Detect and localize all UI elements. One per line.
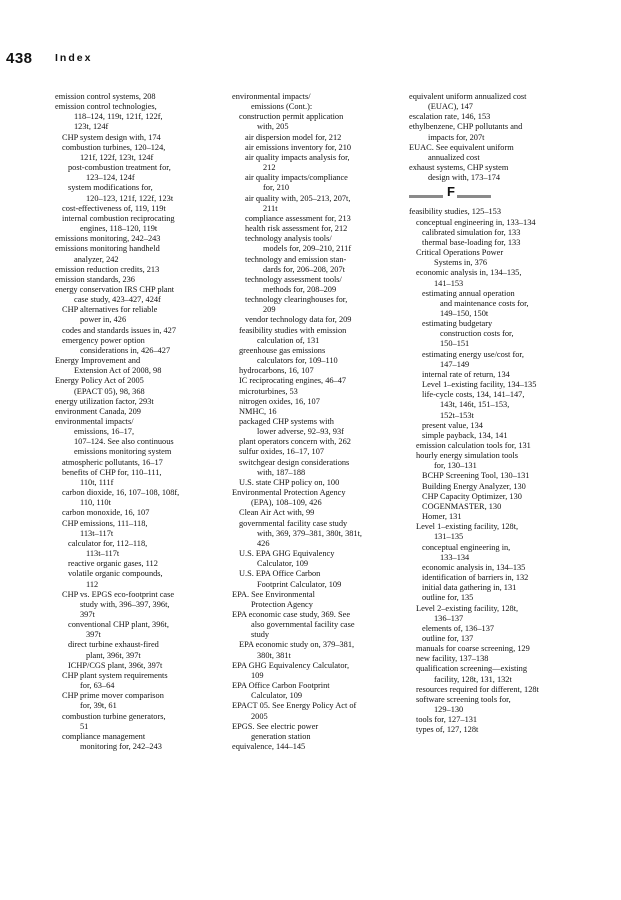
index-entry: 107–124. See also continuous [74,437,174,447]
index-entry: lower adverse, 92–93, 93f [257,427,344,437]
index-entry: Calculator, 109 [257,559,309,569]
section-rule-left [409,195,443,198]
index-entry: 141–153 [434,278,464,288]
index-entry: internal rate of return, 134 [422,369,510,379]
index-entry: 136–137 [434,613,464,623]
index-entry: calculator for, 112–118, [68,538,148,548]
index-entry: Protection Agency [251,599,313,609]
page-number: 438 [6,50,33,67]
index-entry: methods for, 208–209 [263,284,337,294]
index-entry: Critical Operations Power [416,248,504,258]
index-entry: 143t, 146t, 151–153, [440,400,510,410]
page-header [0,0,621,70]
index-entry: carbon monoxide, 16, 107 [62,508,150,518]
index-entry: NMHC, 16 [239,406,277,416]
index-entry: CHP Capacity Optimizer, 130 [422,491,522,501]
index-entry: feasibility studies, 125–153 [409,207,502,217]
index-entry: ICHP/CGS plant, 396t, 397t [68,660,163,670]
index-entry: ethylbenzene, CHP pollutants and [409,122,523,132]
index-entry: with, 187–188 [257,467,306,477]
index-entry: 51 [80,721,89,731]
index-entry: 131–135 [434,532,464,542]
index-entry: greenhouse gas emissions [239,345,326,355]
index-entry: 113t–117t [80,528,114,538]
index-entry: 110, 110t [80,498,111,508]
index-entry: identification of barriers in, 132 [422,573,529,583]
index-entry: power in, 426 [80,315,127,325]
section-letter: F [447,184,455,200]
index-entry: COGENMASTER, 130 [422,501,502,511]
index-entry: plant operators concern with, 262 [239,437,351,447]
index-entry: emissions, 16–17, [74,427,135,437]
index-entry: initial data gathering in, 131 [422,583,517,593]
index-entry: environment Canada, 209 [55,406,141,416]
index-entry: technology assessment tools/ [245,274,342,284]
index-entry: EPA. See Environmental [232,589,315,599]
index-entry: engines, 118–120, 119t [80,224,158,234]
index-entry: energy utilization factor, 293t [55,396,154,406]
index-entry: microturbines, 53 [239,386,298,396]
index-entry: 152t–153t [440,410,474,420]
index-entry: emissions monitoring handheld [55,244,160,254]
section-rule-right [457,195,491,198]
index-entry: 123–124, 124f [86,173,135,183]
index-entry: calibrated simulation for, 133 [422,227,521,237]
index-entry: CHP vs. EPGS eco-footprint case [62,589,175,599]
index-entry: internal combustion reciprocating [62,213,175,223]
index-entry: packaged CHP systems with [239,417,334,426]
index-entry: qualification screening—existing [416,664,527,674]
index-entry: elements of, 136–137 [422,623,495,633]
index-entry: EPA economic study on, 379–381, [239,640,355,650]
index-entry: nitrogen oxides, 16, 107 [239,396,320,406]
index-entry: reactive organic gases, 112 [68,559,158,569]
index-entry: life-cycle costs, 134, 141–147, [422,390,525,400]
index-entry: 112 [86,579,99,589]
index-entry: 2005 [251,711,268,721]
index-entry: generation station [251,731,311,741]
index-entry: Building Energy Analyzer, 130 [422,481,526,491]
index-entry: impacts for, 207t [428,132,485,142]
index-entry: 150–151 [440,339,470,349]
index-entry: volatile organic compounds, [68,569,163,579]
index-entry: construction costs for, [440,329,514,339]
index-entry: types of, 127, 128t [416,725,479,735]
index-entry: air quality impacts/compliance [245,173,348,183]
index-entry: models for, 209–210, 211f [263,244,352,254]
index-entry: system modifications for, [68,183,153,193]
index-entry: 110t, 111f [80,477,114,487]
index-entry: EPGS. See electric power [232,721,319,731]
index-entry: hydrocarbons, 16, 107 [239,366,314,376]
index-entry: with, 369, 379–381, 380t, 381t, [257,528,362,538]
index-entry: EPA GHG Equivalency Calculator, [232,660,350,670]
index-entry: technology clearinghouses for, [245,295,348,305]
index-column-1 [55,92,233,752]
index-entry: switchgear design considerations [239,457,350,467]
index-entry: hourly energy simulation tools [416,451,519,461]
index-entry: technology analysis tools/ [245,234,332,244]
index-entry: Systems in, 376 [434,258,488,268]
index-entry: Clean Air Act with, 99 [239,508,315,518]
index-entry: atmospheric pollutants, 16–17 [62,457,163,467]
index-entry: calculation of, 131 [257,335,320,345]
index-entry: equivalence, 144–145 [232,742,306,751]
index-entry: also governmental facility case [251,620,355,630]
index-entry: benefits of CHP for, 110–111, [62,467,162,477]
index-entry: combustion turbine generators, [62,711,166,721]
index-entry: cost-effectiveness of, 119, 119t [62,203,166,213]
index-entry: 212 [263,163,276,173]
index-entry: U.S. EPA GHG Equivalency [239,549,335,559]
index-entry: 380t, 381t [257,650,291,660]
section-heading [409,184,587,203]
index-entry: Level 1–existing facility, 128t, [416,522,519,532]
index-entry: study [251,630,270,640]
index-entry: outline for, 137 [422,633,474,643]
index-entry: U.S. EPA Office Carbon [239,569,321,579]
index-entry: simple payback, 134, 141 [422,430,508,440]
index-entry: thermal base-loading for, 133 [422,237,521,247]
index-entry: 129–130 [434,705,464,715]
index-entry: Calculator, 109 [251,691,303,701]
index-entry: 426 [257,538,270,548]
index-entry: economic analysis in, 134–135 [422,562,526,572]
index-entry: air quality with, 205–213, 207t, [245,193,351,203]
index-entry: 147–149 [440,359,470,369]
index-entry: environmental impacts/ [232,92,311,101]
index-entry: direct turbine exhaust-fired [68,640,159,650]
index-entry: 118–124, 119t, 121f, 122f, [74,112,163,122]
index-entry: estimating energy use/cost for, [422,349,524,359]
index-entry: EUAC. See equivalent uniform [409,142,514,152]
index-entry: emergency power option [62,335,145,345]
index-entry: present value, 134 [422,420,483,430]
index-entry: annualized cost [428,152,480,162]
index-entry: emission calculation tools for, 131 [416,441,531,450]
index-entry: emissions (Cont.): [251,102,313,112]
index-entry: emission control technologies, [55,102,157,112]
index-entry: conceptual engineering in, [422,542,511,552]
index-entry: case study, 423–427, 424f [74,295,161,305]
index-entry: outline for, 135 [422,593,474,603]
index-entry: 121f, 122f, 123t, 124f [80,152,154,162]
index-entry: emissions monitoring, 242–243 [55,234,161,244]
index-entry: codes and standards issues in, 427 [62,325,177,335]
index-entry: 397t [86,630,101,640]
index-entry: monitoring for, 242–243 [80,742,162,751]
index-entry: (EPA), 108–109, 426 [251,498,322,508]
index-entry: compliance management [62,731,146,741]
index-entry: air quality impacts analysis for, [245,152,350,162]
running-head: Index [55,52,93,64]
index-entry: post-combustion treatment for, [68,163,171,173]
index-entry: 149–150, 150t [440,308,489,318]
index-entry: manuals for coarse screening, 129 [416,644,530,654]
index-entry: 209 [263,305,276,315]
index-entry: energy conservation IRS CHP plant [55,284,175,294]
index-entry: 397t [80,609,95,619]
index-entry: vendor technology data for, 209 [245,315,352,325]
index-entry: compliance assessment for, 213 [245,213,351,223]
index-entry: for, 39t, 61 [80,701,117,711]
index-entry: CHP emissions, 111–118, [62,518,148,528]
index-entry: new facility, 137–138 [416,654,489,664]
index-entry: Energy Policy Act of 2005 [55,376,144,386]
index-entry: governmental facility case study [239,518,348,528]
index-entry: EPACT 05. See Energy Policy Act of [232,701,357,711]
index-entry: U.S. state CHP policy on, 100 [239,477,340,487]
index-entry: carbon dioxide, 16, 107–108, 108f, [62,488,180,498]
index-entry: study with, 396–397, 396t, [80,599,170,609]
index-entry: Extension Act of 2008, 98 [74,366,162,376]
index-entry: sulfur oxides, 16–17, 107 [239,447,325,457]
index-entry: air dispersion model for, 212 [245,132,342,142]
index-entry: 211t [263,203,278,213]
index-entry: for, 210 [263,183,290,193]
index-entry: equivalent uniform annualized cost [409,92,527,101]
index-entry: dards for, 206–208, 207t [263,264,345,274]
index-entry: for, 63–64 [80,681,115,691]
index-entry: Homer, 131 [422,512,462,522]
index-entry: 123t, 124f [74,122,109,132]
index-entry: CHP prime mover comparison [62,691,164,701]
index-entry: conventional CHP plant, 396t, [68,620,169,630]
index-entry: technology and emission stan- [245,254,347,264]
index-entry: 109 [251,670,264,680]
index-entry: analyzer, 242 [74,254,119,264]
index-entry: 113t–117t [86,549,120,559]
index-entry: construction permit application [239,112,344,122]
index-entry: CHP alternatives for reliable [62,305,158,315]
index-entry: plant, 396t, 397t [86,650,141,660]
index-entry: 120–123, 121f, 122f, 123t [86,193,174,203]
index-entry: and maintenance costs for, [440,298,529,308]
index-entry: facility, 128t, 131, 132t [434,674,512,684]
index-entry: design with, 173–174 [428,173,501,183]
index-column-3 [409,92,587,736]
index-entry: environmental impacts/ [55,417,134,426]
index-entry: software screening tools for, [416,694,511,704]
index-entry: exhaust systems, CHP system [409,163,509,173]
index-entry: combustion turbines, 120–124, [62,142,166,152]
index-entry: 133–134 [440,552,470,562]
index-entry: EPA Office Carbon Footprint [232,681,330,691]
index-entry: for, 130–131 [434,461,477,471]
index-entry: health risk assessment for, 212 [245,224,348,234]
index-entry: with, 205 [257,122,289,132]
index-entry: emission standards, 236 [55,274,135,284]
index-entry: Footprint Calculator, 109 [257,579,342,589]
index-entry: BCHP Screening Tool, 130–131 [422,471,530,481]
index-entry: tools for, 127–131 [416,715,478,725]
index-entry: economic analysis in, 134–135, [416,268,522,278]
index-entry: CHP system design with, 174 [62,132,161,142]
index-entry: estimating annual operation [422,288,515,298]
index-entry: EPA economic case study, 369. See [232,609,351,619]
index-entry: Level 1–existing facility, 134–135 [422,380,537,390]
index-entry: Level 2–existing facility, 128t, [416,603,519,613]
index-entry: emissions monitoring system [74,447,172,457]
index-column-2 [232,92,410,752]
index-entry: Environmental Protection Agency [232,488,346,498]
index-entry: resources required for different, 128t [416,684,539,694]
index-entry: (EPACT 05), 98, 368 [74,386,145,396]
index-entry: emission control systems, 208 [55,92,156,101]
index-entry: estimating budgetary [422,319,493,329]
index-entry: conceptual engineering in, 133–134 [416,217,536,227]
index-entry: IC reciprocating engines, 46–47 [239,376,347,386]
index-entry: air emissions inventory for, 210 [245,142,352,152]
index-entry: CHP plant system requirements [62,670,168,680]
index-entry: escalation rate, 146, 153 [409,112,491,122]
index-entry: emission reduction credits, 213 [55,264,160,274]
index-entry: feasibility studies with emission [239,325,347,335]
index-entry: (EUAC), 147 [428,102,473,112]
index-entry: considerations in, 426–427 [80,345,171,355]
index-entry: Energy Improvement and [55,356,141,366]
index-entry: calculators for, 109–110 [257,356,338,366]
